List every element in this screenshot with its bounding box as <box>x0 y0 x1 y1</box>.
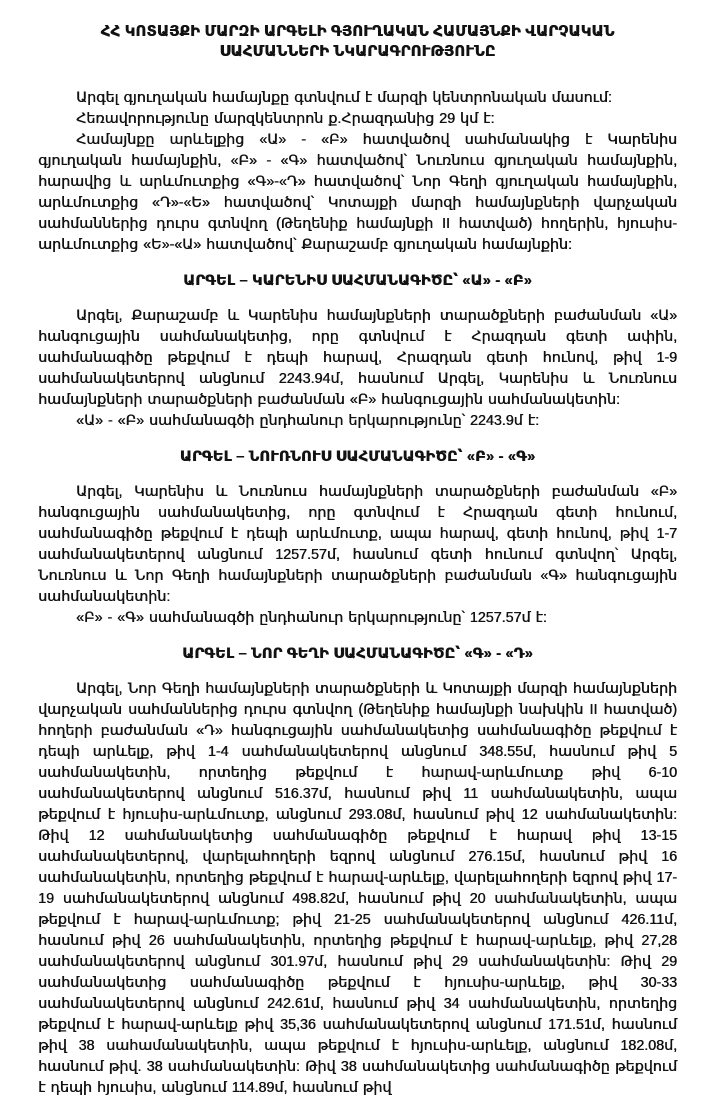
document-title <box>38 22 677 62</box>
section-total-length-argel-karenis: «Ա» - «Բ» սահմանագծի ընդհանուր երկարությունը՝ 2243.9մ է: <box>76 413 539 429</box>
section-heading-argel-nor-geghi: ԱՐԳԵԼ – ՆՈՐ ԳԵՂԻ ՍԱՀՄԱՆԱԳԻԾԸ՝ «Գ» - «Դ» <box>182 646 533 662</box>
section-argel-nurnus <box>38 447 677 629</box>
document-title-line-2: ՍԱՀՄԱՆՆԵՐԻ ՆԿԱՐԱԳՐՈՒԹՅՈՒՆԸ <box>219 44 496 60</box>
section-total-length-argel-nurnus: «Բ» - «Գ» սահմանագծի ընդհանուր երկարությունը՝ 1257.57մ է: <box>76 610 547 626</box>
section-body-argel-karenis: Արգել, Քարաշամբ և Կարենիս համայնքների տարածքների բաժանման «Ա» հանգուցային սահմանակետից, որը գտնվում է Հրազդան գետի ափին, սահմանագիծը թեքվում է դեպի հարավ, Հրազդան գետի հունով, թիվ 1-9 սահմանակետերով անցնում 2243.94մ, հասնում Արգել, Կարենիս և Նուռնուս համայնքների տարածքների բաժանման «Բ» հանգուցային սահմանակետին: <box>38 308 677 408</box>
intro-location-paragraph: Արգել գյուղական համայնքը գտնվում է մարզի կենտրոնական մասում: <box>76 90 612 106</box>
intro-distance-paragraph: Հեռավորությունը մարզկենտրոն ք.Հրազդանից 29 կմ է: <box>76 111 495 127</box>
section-heading-argel-nurnus: ԱՐԳԵԼ – ՆՈՒՌՆՈՒՍ ՍԱՀՄԱՆԱԳԻԾԸ՝ «Բ» - «Գ» <box>179 449 536 465</box>
section-heading-argel-karenis: ԱՐԳԵԼ – ԿԱՐԵՆԻՍ ՍԱՀՄԱՆԱԳԻԾԸ՝ «Ա» - «Բ» <box>183 273 532 289</box>
document-title-line-1: ՀՀ ԿՈՏԱՅՔԻ ՄԱՐԶԻ ԱՐԳԵԼԻ ԳՅՈՒՂԱԿԱՆ ՀԱՄԱՅՆՔԻ ՎԱՐՉԱԿԱՆ <box>100 24 615 40</box>
section-argel-nor-geghi <box>38 644 677 1099</box>
section-argel-karenis <box>38 271 677 432</box>
intro-borders-paragraph: Համայնքը արևելքից «Ա» - «Բ» հատվածով սահմանակից է Կարենիս գյուղական համայնքին, «Բ» - «Գ» հատվածով՝ Նուռնուս գյուղական համայնքին, հարավից և արևմուտքից «Գ»-«Դ» հատվածով՝ Նոր Գեղի գյուղական համայնքին, արևմուտքից «Դ»-«Ե» հատվածով՝ Կոտայքի մարզի համայնքների վարչական սահմաններից դուրս գտնվող (Թեղենիք համայնքի II հատված) հողերին, հյուսիս-արևմուտքից «Ե»-«Ա» հատվածով՝ Քարաշամբ գյուղական համայնքին: <box>38 132 677 253</box>
section-body-argel-nor-geghi: Արգել, Նոր Գեղի համայնքների տարածքների և Կոտայքի մարզի համայնքների վարչական սահմաններից դուրս գտնվող (Թեղենիք համայնքի նախկին II հատված) հողերի բաժանման «Դ» հանգուցային սահմանակետից սահմանագիծը թեքվում է դեպի արևելք, թիվ 1-4 սահմանակետերով անցնում 348.55մ, հասնում թիվ 5 սահմանակետին, որտեղից թեքվում է հարավ-արևմուտք թիվ 6-10 սահմանակետերով անցնում 516.37մ, հասնում թիվ 11 սահմանակետին, ապա թեքվում է հյուսիս-արևմուտք, անցնում 293.08մ, հասնում թիվ 12 սահմանակետին: Թիվ 12 սահմանակետից սահմանագիծը թեքվում է հարավ թիվ 13-15 սահմանակետերով, վարելահողերի եզրով անցնում 276.15մ, հասնում թիվ 16 սահմանակետին, որտեղից թեքվում է հարավ-արևելք, վարելահողերի եզրով թիվ 17-19 սահմանակետերով անցնում 498.82մ, հասնում թիվ 20 սահմանակետին, ապա թեքվում է հարավ-արևմուտք; թիվ 21-25 սահմանակետերով անցնում 426.11մ, հասնում թիվ 26 սահմանակետին, որտեղից թեքվում է հարավ-արևելք, թիվ 27,28 սահմանակետերով անցնում 301.97մ, հասնում թիվ 29 սահմանակետին: Թիվ 29 սահմանակետից սահմանագիծը թեքվում է հյուսիս-արևելք, թիվ 30-33 սահմանակետերով անցնում 242.61մ, հասնում թիվ 34 սահմանակետին, որտեղից թեքվում է հարավ-արևելք թիվ 35,36 սահմանակետերով անցնում 171.51մ, հասնում թիվ 38 սահամանակետին, ապա թեքվում է հյուսիս-արևելք, անցնում 182.08մ, հասնում թիվ. 38 սահմանակետին: Թիվ 38 սահմանակետից սահմանագիծը թեքվում է դեպի հյուսիս, անցնում 114.89մ, հասնում թիվ <box>38 681 677 1096</box>
section-body-argel-nurnus: Արգել, Կարենիս և Նուռնուս համայնքների տարածքների բաժանման «Բ» հանգուցային սահմանակետից, որը գտնվում է Հրազդան գետի հունում, սահմանագիծը թեքվում է դեպի արևմուտք, ապա հարավ, գետի հունով, թիվ 1-7 սահմանակետերով անցնում 1257.57մ, հասնում գետի հունում գտնվող՝ Արգել, Նուռնուս և Նոր Գեղի համայնքների տարածքների բաժանման «Գ» հանգուցային սահմանակետին: <box>38 484 677 605</box>
